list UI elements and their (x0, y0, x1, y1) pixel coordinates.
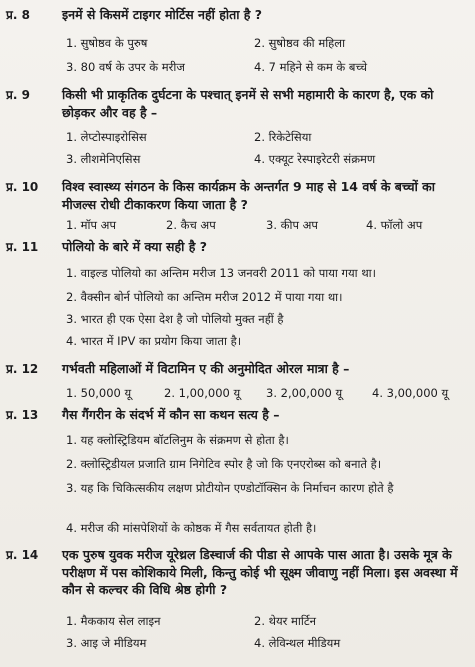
question-text: गर्भवती महिलाओं में विटामिन ए की अनुमोदित ओरल मात्रा है – (62, 361, 350, 376)
option-2: 2. 1,00,000 यू (164, 386, 241, 400)
option-2: 2. क्लोस्ट्रिडीयल प्रजाति ग्राम निगेटिव स्पोर है जो कि एनएरोब्स को बनाते है। (66, 457, 382, 471)
option-4: 4. एक्यूट रेस्पाइरेटरी संक्रमण (254, 152, 376, 166)
question-12 (4, 360, 471, 400)
question-10 (4, 178, 471, 238)
option-3: 3. भारत ही एक ऐसा देश है जो पोलियो मुक्त नहीं है (66, 312, 284, 326)
option-3: 3. 80 वर्ष के उपर के मरीज (66, 60, 185, 74)
option-2: 2. कैच अप (166, 218, 216, 232)
option-4: 4. फॉलो अप (366, 218, 423, 232)
question-text: इनमें से किसमें टाइगर मोर्टिस नहीं होता है ? (62, 7, 263, 22)
question-number: प्र. 8 (6, 8, 30, 22)
question-text: विश्व स्वास्थ्य संगठन के किस कार्यक्रम के अन्तर्गत 9 माह से 14 वर्ष के बच्चों का मीजल्स रोधी टीकाकरण किया जाता है ? (62, 179, 436, 212)
option-2: 2. वैक्सीन बोर्न पोलियो का अन्तिम मरीज 2012 में पाया गया था। (66, 290, 343, 304)
option-4: 4. 3,00,000 यू (372, 386, 449, 400)
option-4: 4. भारत में IPV का प्रयोग किया जाता है। (66, 334, 242, 348)
question-9 (4, 86, 471, 176)
option-1: 1. मॉप अप (66, 218, 116, 232)
option-4: 4. मरीज की मांसपेशियों के कोष्ठक में गैस सर्वतायत होती है। (66, 521, 317, 535)
option-1: 1. यह क्लोस्ट्रिडियम बॉटलिनुम के संक्रमण से होता है। (66, 433, 289, 447)
option-3: 3. 2,00,000 यू (266, 386, 343, 400)
option-1: 1. मैककाय सेल लाइन (66, 614, 161, 628)
option-3: 3. आइ जे मीडियम (66, 636, 147, 650)
question-text: गैस गैंगरीन के संदर्भ में कौन सा कथन सत्य है – (62, 407, 280, 422)
option-4: 4. लेविन्थल मीडियम (254, 636, 341, 650)
option-2: 2. थेयर मार्टिन (254, 614, 317, 628)
option-1: 1. वाइल्ड पोलियो का अन्तिम मरीज 13 जनवरी 2011 को पाया गया था। (66, 266, 377, 280)
question-text: एक पुरुष युवक मरीज यूरेथ्रल डिस्चार्ज की पीडा से आपके पास आता है। उसके मूत्र के परीक्षण में पस कोशिकाये मिली, किन्तु कोई भी सूक्ष्म जीवाणु नहीं मिला। इस अवस्था में कौन से कल्चर की विधि श्रेष्ठ होगी ? (62, 547, 458, 597)
option-1: 1. सुषोष्ठव के पुरुष (66, 36, 148, 50)
question-number: प्र. 14 (6, 548, 39, 562)
option-2: 2. रिकेटेसिया (254, 130, 312, 144)
question-8 (4, 6, 471, 80)
option-2: 2. सुषोष्ठव की महिला (254, 36, 346, 50)
question-text: पोलियो के बारे में क्या सही है ? (62, 239, 207, 254)
question-11 (4, 238, 471, 356)
question-13 (4, 406, 471, 540)
option-1: 1. 50,000 यू (66, 386, 132, 400)
question-number: प्र. 10 (6, 180, 39, 194)
question-number: प्र. 11 (6, 240, 39, 254)
option-1: 1. लेप्टोस्पाइरोसिस (66, 130, 147, 144)
option-4: 4. 7 महिने से कम के बच्चे (254, 60, 368, 74)
option-3: 3. यह कि चिकित्सकीय लक्षण प्रोटीयोन एण्डोटॉक्सिन के निर्माचन कारण होते है (66, 481, 394, 495)
question-number: प्र. 12 (6, 362, 39, 376)
question-text: किसी भी प्राकृतिक दुर्घटना के पश्चात् इनमें से सभी महामारी के कारण है, एक को छोड़कर और वह है – (62, 87, 434, 120)
option-3: 3. कीप अप (266, 218, 318, 232)
question-number: प्र. 9 (6, 88, 30, 102)
question-number: प्र. 13 (6, 408, 39, 422)
question-14 (4, 546, 471, 662)
option-3: 3. लीशमेनिएसिस (66, 152, 141, 166)
